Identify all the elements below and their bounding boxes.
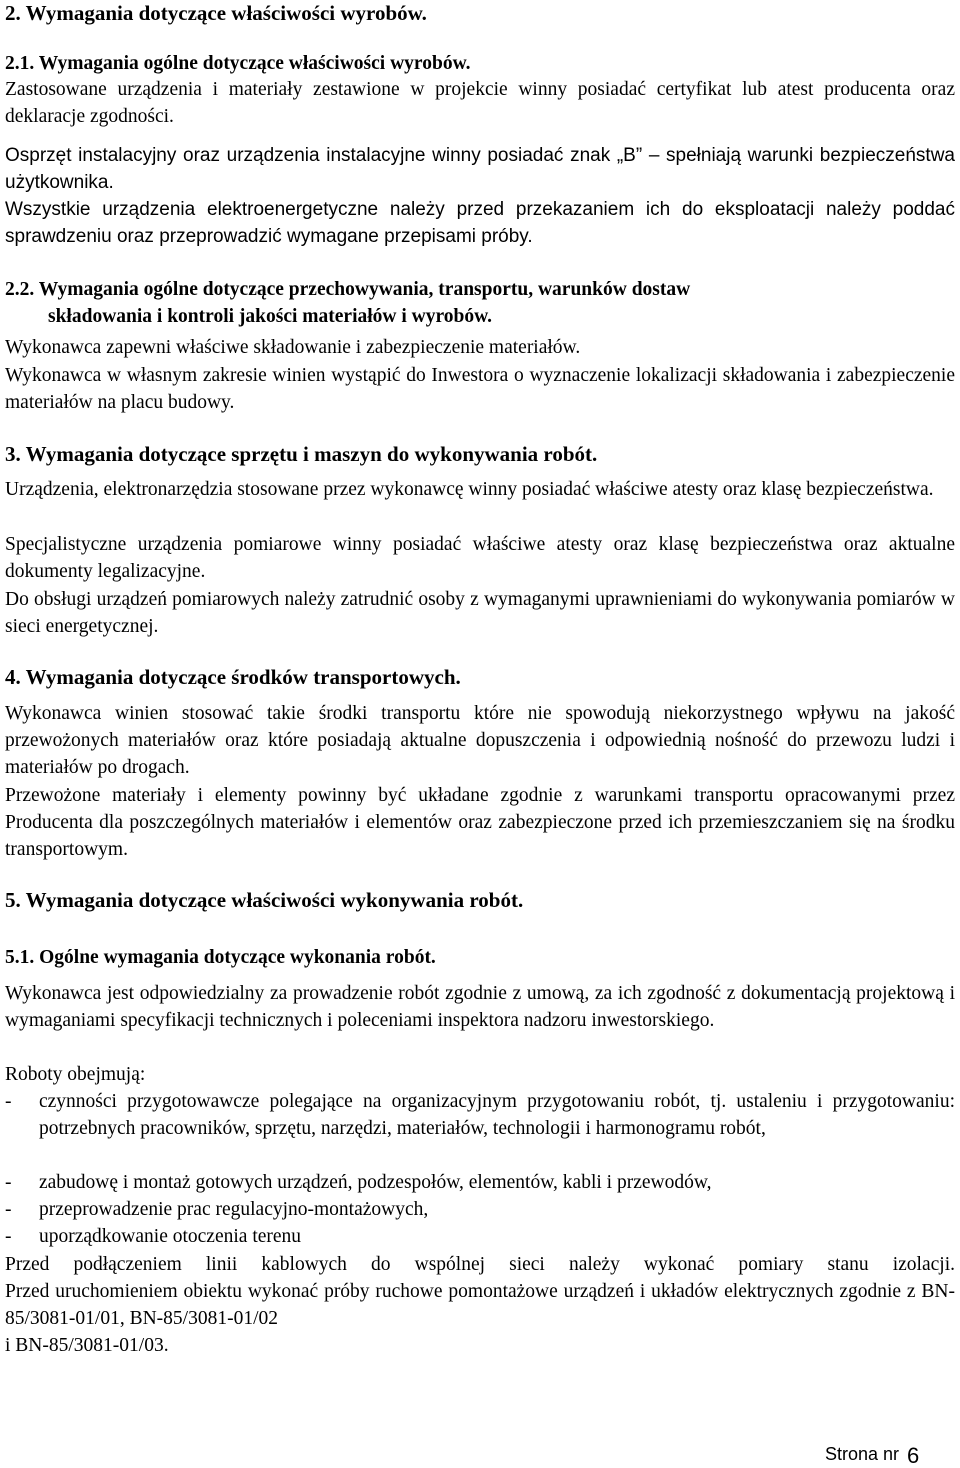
section-2-2-paragraph-1: Wykonawca zapewni właściwe składowanie i zabezpieczenie materiałów.	[5, 337, 581, 358]
section-3-paragraph-1: Urządzenia, elektronarzędzia stosowane przez wykonawcę winny posiadać właściwe atesty oraz klasę bezpieczeństwa.	[5, 479, 934, 500]
section-4-paragraph-2: Przewożone materiały i elementy powinny być układane zgodnie z warunkami transportu opracowanymi przez Producenta dla poszczególnych materiałów i elementów oraz zabezpieczone przed ich przemieszczaniem się na środku transportowym.	[5, 785, 955, 860]
works-list-item-text: przeprowadzenie prac regulacyjno-montażowych,	[39, 1199, 429, 1220]
list-bullet: -	[5, 1172, 12, 1193]
list-bullet: -	[5, 1199, 12, 1220]
works-list-item-text: czynności przygotowawcze polegające na organizacyjnym przygotowaniu robót, tj. ustaleniu i przygotowaniu: potrzebnych pracowników, sprzętu, narzędzi, materiałów, technologii i harmonogramu robót,	[39, 1091, 955, 1139]
section-3-heading: 3. Wymagania dotyczące sprzętu i maszyn do wykonywania robót.	[5, 442, 598, 466]
section-2-2-heading	[5, 276, 955, 330]
section-2-2-heading-line-1: 2.2. Wymagania ogólne dotyczące przechowywania, transportu, warunków dostaw	[5, 279, 691, 300]
closing-line-1: Przed podłączeniem linii kablowych do wspólnej sieci należy wykonać pomiary stanu izolacji.	[5, 1254, 955, 1275]
closing-line-2: Przed uruchomieniem obiektu wykonać próby ruchowe pomontażowe urządzeń i układów elektrycznych zgodnie z BN-85/3081-01/01, BN-85/3081-01/02	[5, 1281, 955, 1329]
list-bullet: -	[5, 1091, 12, 1112]
works-list-item-text: zabudowę i montaż gotowych urządzeń, podzespołów, elementów, kabli i przewodów,	[39, 1172, 712, 1193]
section-2-heading: 2. Wymagania dotyczące właściwości wyrobów.	[5, 1, 427, 25]
section-4-heading: 4. Wymagania dotyczące środków transportowych.	[5, 665, 461, 689]
closing-line-3: i BN-85/3081-01/03.	[5, 1335, 169, 1356]
section-4-paragraph-1: Wykonawca winien stosować takie środki transportu które nie spowodują niekorzystnego wpływu na jakość przewożonych materiałów oraz które posiadają aktualne dopuszczenia i odpowiednią nośność do przewozu ludzi i materiałów po drogach.	[5, 703, 955, 778]
section-5-1-paragraph: Wykonawca jest odpowiedzialny za prowadzenie robót zgodnie z umową, za ich zgodność z dokumentacją projektową i wymaganiami specyfikacji technicznych i poleceniami inspektora nadzoru inwestorskiego.	[5, 983, 955, 1031]
page-label: Strona nr	[825, 1444, 900, 1464]
page-number: 6	[907, 1443, 920, 1468]
section-3-paragraph-2: Specjalistyczne urządzenia pomiarowe winny posiadać właściwe atesty oraz klasę bezpieczeństwa oraz aktualne dokumenty legalizacyjne.	[5, 534, 955, 582]
section-2-2-paragraph-2: Wykonawca w własnym zakresie winien wystąpić do Inwestora o wyznaczenie lokalizacji składowania i zabezpieczenie materiałów na placu budowy.	[5, 365, 955, 413]
section-2-1-heading: 2.1. Wymagania ogólne dotyczące właściwości wyrobów.	[5, 53, 471, 74]
section-5-heading: 5. Wymagania dotyczące właściwości wykonywania robót.	[5, 888, 524, 912]
section-2-1-paragraph-2: Osprzęt instalacyjny oraz urządzenia instalacyjne winny posiadać znak „B” – spełniają warunki bezpieczeństwa użytkownika.	[5, 145, 955, 193]
section-2-1-paragraph-3: Wszystkie urządzenia elektroenergetyczne należy przed przekazaniem ich do eksploatacji należy poddać sprawdzeniu oraz przeprowadzić wymagane przepisami próby.	[5, 199, 955, 247]
page-footer	[825, 1443, 920, 1468]
section-5-1-heading: 5.1. Ogólne wymagania dotyczące wykonania robót.	[5, 947, 436, 968]
section-3-paragraph-3: Do obsługi urządzeń pomiarowych należy zatrudnić osoby z wymaganymi uprawnieniami do wykonywania pomiarów w sieci energetycznej.	[5, 589, 955, 637]
section-2-2-heading-line-2: składowania i kontroli jakości materiałów i wyrobów.	[48, 306, 493, 327]
works-list-item-text: uporządkowanie otoczenia terenu	[39, 1226, 302, 1247]
works-list-intro: Roboty obejmują:	[5, 1064, 146, 1085]
list-bullet: -	[5, 1226, 12, 1247]
section-2-1-paragraph-1: Zastosowane urządzenia i materiały zestawione w projekcie winny posiadać certyfikat lub atest producenta oraz deklaracje zgodności.	[5, 79, 955, 127]
